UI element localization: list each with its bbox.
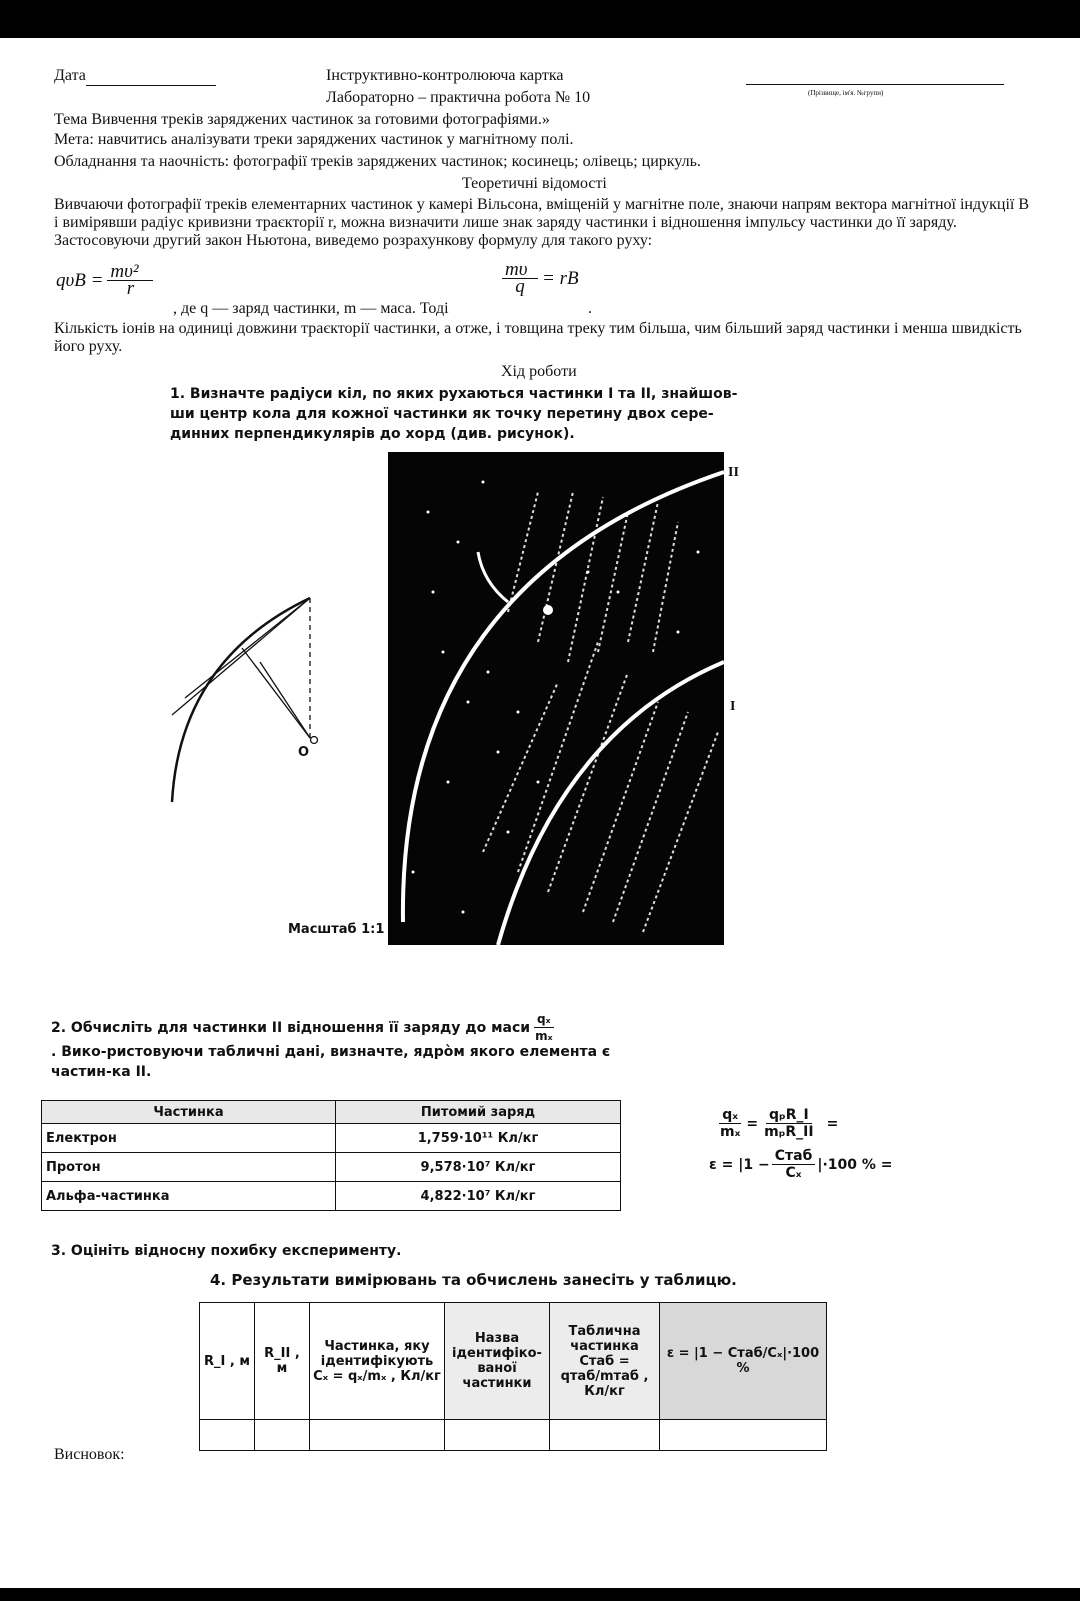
step-2-text-b: . Вико-ристовуючи табличні дані, визначте, ядрòм якого елемента є частин-ка II. bbox=[51, 1044, 611, 1080]
ratio-formula bbox=[717, 1107, 893, 1140]
results-header-row bbox=[200, 1303, 827, 1420]
formula2-num: mυ bbox=[502, 262, 538, 279]
ion-dots bbox=[412, 481, 700, 914]
top-black-bar bbox=[0, 0, 1080, 38]
chord-construction-figure bbox=[160, 590, 340, 810]
formula2-fraction bbox=[502, 259, 538, 297]
formula-row bbox=[56, 261, 153, 299]
header-specific-charge: Питомий заряд bbox=[336, 1101, 621, 1124]
track-label-i: I bbox=[730, 699, 736, 714]
header-particle-name: Назва ідентифіко-ваної частинки bbox=[445, 1303, 550, 1420]
topic: Тема Вивчення треків заряджених частинок за готовими фотографіями.» bbox=[54, 111, 550, 128]
chord-1 bbox=[185, 598, 310, 698]
track-2 bbox=[403, 472, 724, 922]
step-2-line-1 bbox=[51, 1011, 558, 1044]
cell-particle-name bbox=[445, 1420, 550, 1451]
formula1-fraction bbox=[107, 261, 153, 299]
specific-charge-table bbox=[41, 1100, 621, 1211]
formula1-den: r bbox=[126, 278, 135, 299]
table-header-row bbox=[42, 1101, 621, 1124]
header-r1: R_I , м bbox=[200, 1303, 255, 1420]
spot bbox=[543, 605, 553, 615]
step-1: 1. Визначте радіуси кіл, по яких рухаються частинки I та II, знайшов-ши центр кола для кожної частинки як точку перетину двох сере-динних перпендикулярів до хорд (див. рисунок). bbox=[170, 386, 738, 442]
short-track bbox=[478, 552, 508, 602]
arc bbox=[172, 598, 310, 802]
date-line bbox=[86, 67, 216, 86]
chord-2 bbox=[172, 598, 310, 715]
error-suffix: |·100 % = bbox=[817, 1156, 893, 1173]
side-formulas bbox=[709, 1107, 893, 1181]
equals-sign: = bbox=[746, 1115, 759, 1132]
ratio-right-den: mₚR_II bbox=[764, 1124, 814, 1140]
bisector-1 bbox=[242, 648, 310, 738]
goal: Мета: навчитись аналізувати треки заряджених частинок у магнітному полі. bbox=[54, 131, 574, 148]
cell-table-particle bbox=[550, 1420, 660, 1451]
conclusion-label: Висновок: bbox=[54, 1446, 125, 1463]
theory-heading: Теоретичні відомості bbox=[462, 175, 607, 192]
equals-sign-2: = bbox=[826, 1115, 839, 1132]
table-row bbox=[42, 1124, 621, 1153]
scale-label: Масштаб 1:1 bbox=[288, 922, 385, 937]
cell-r1 bbox=[200, 1420, 255, 1451]
cloud-chamber-photo bbox=[388, 452, 724, 945]
ratio-left-num: qₓ bbox=[719, 1107, 741, 1124]
table-row bbox=[42, 1182, 621, 1211]
track-1 bbox=[498, 662, 724, 945]
center-point bbox=[311, 737, 318, 744]
date-label: Дата bbox=[54, 67, 86, 84]
track-drawing bbox=[388, 452, 724, 945]
bisector-2 bbox=[260, 662, 310, 738]
step-2-fraction bbox=[532, 1011, 555, 1044]
formula-end: . bbox=[588, 300, 592, 317]
theory-paragraph-1: Вивчаючи фотографії треків елементарних частинок у камері Вільсона, вміщеній у магнітне поле, знаючи напрям вектора магнітної індукції B і вимірявши радіус кривизни траєкторії r, можна визначити лише знак заряду частинки і відношення імпульсу частинки до її заряду. Застосовуючи другий закон Ньютона, виведемо розрахункову формулу для такого руху: bbox=[54, 196, 1030, 249]
results-table bbox=[199, 1302, 827, 1451]
step-2-frac-num: qₓ bbox=[534, 1011, 554, 1028]
card-title: Інструктивно-контролююча картка bbox=[326, 67, 564, 84]
particle-charge: 4,822·10⁷ Кл/кг bbox=[336, 1182, 621, 1211]
error-formula bbox=[709, 1148, 893, 1181]
header-identified: Частинка, яку ідентифікують Cₓ = qₓ/mₓ , Кл/кг bbox=[310, 1303, 445, 1420]
error-prefix: ε = |1 − bbox=[709, 1156, 770, 1173]
center-label: O bbox=[298, 745, 310, 760]
error-num: Cтаб bbox=[772, 1148, 816, 1165]
track-label-ii: II bbox=[728, 465, 739, 480]
formula2-right: = rB bbox=[542, 267, 579, 289]
formula2-den: q bbox=[515, 276, 525, 297]
cell-r2 bbox=[255, 1420, 310, 1451]
lab-title: Лабораторно – практична робота № 10 bbox=[326, 89, 591, 106]
particle-name: Електрон bbox=[42, 1124, 336, 1153]
error-fraction bbox=[772, 1148, 816, 1181]
header-particle: Частинка bbox=[42, 1101, 336, 1124]
equipment: Обладнання та наочність: фотографії треків заряджених частинок; косинець; олівець; циркуль. bbox=[54, 153, 701, 170]
formula1-num: mυ² bbox=[107, 264, 153, 281]
date-field bbox=[54, 67, 216, 86]
cell-error bbox=[660, 1420, 827, 1451]
header-error: ε = |1 − Cтаб/Cₓ|·100 % bbox=[660, 1303, 827, 1420]
ratio-left bbox=[717, 1107, 743, 1140]
header-r2: R_II , м bbox=[255, 1303, 310, 1420]
cell-identified bbox=[310, 1420, 445, 1451]
formula-text: , де q — заряд частинки, m — маса. Тоді bbox=[173, 300, 449, 317]
particle-name: Альфа-частинка bbox=[42, 1182, 336, 1211]
results-empty-row bbox=[200, 1420, 827, 1451]
name-line bbox=[746, 84, 1004, 85]
formula2-row bbox=[502, 259, 579, 297]
error-den: Cₓ bbox=[785, 1165, 802, 1181]
particle-charge: 9,578·10⁷ Кл/кг bbox=[336, 1153, 621, 1182]
step-4: 4. Результати вимірювань та обчислень занесіть у таблицю. bbox=[210, 1271, 737, 1289]
theory-paragraph-2: Кількість іонів на одиниці довжини траєкторії частинки, а отже, і товщина треку тим більша, чим більший заряд частинки і менша швидкість його руху. bbox=[54, 320, 1022, 355]
formula1-left: qυB = bbox=[56, 269, 104, 291]
table-row bbox=[42, 1153, 621, 1182]
procedure-heading: Хід роботи bbox=[501, 363, 577, 380]
ratio-right-num: qₚR_I bbox=[766, 1107, 812, 1124]
header-table-particle: Таблична частинка Cтаб = qтаб/mтаб , Кл/кг bbox=[550, 1303, 660, 1420]
name-hint: (Прізвище, ім'я. №групи) bbox=[808, 89, 884, 97]
step-2-frac-den: mₓ bbox=[535, 1029, 553, 1043]
ratio-left-den: mₓ bbox=[720, 1124, 741, 1140]
step-2-text-a: 2. Обчисліть для частинки II відношення її заряду до маси bbox=[51, 1019, 531, 1036]
bottom-black-bar bbox=[0, 1588, 1080, 1601]
step-3: 3. Оцініть відносну похибку експерименту. bbox=[51, 1243, 402, 1259]
ratio-right bbox=[761, 1107, 817, 1140]
particle-charge: 1,759·10¹¹ Кл/кг bbox=[336, 1124, 621, 1153]
particle-name: Протон bbox=[42, 1153, 336, 1182]
